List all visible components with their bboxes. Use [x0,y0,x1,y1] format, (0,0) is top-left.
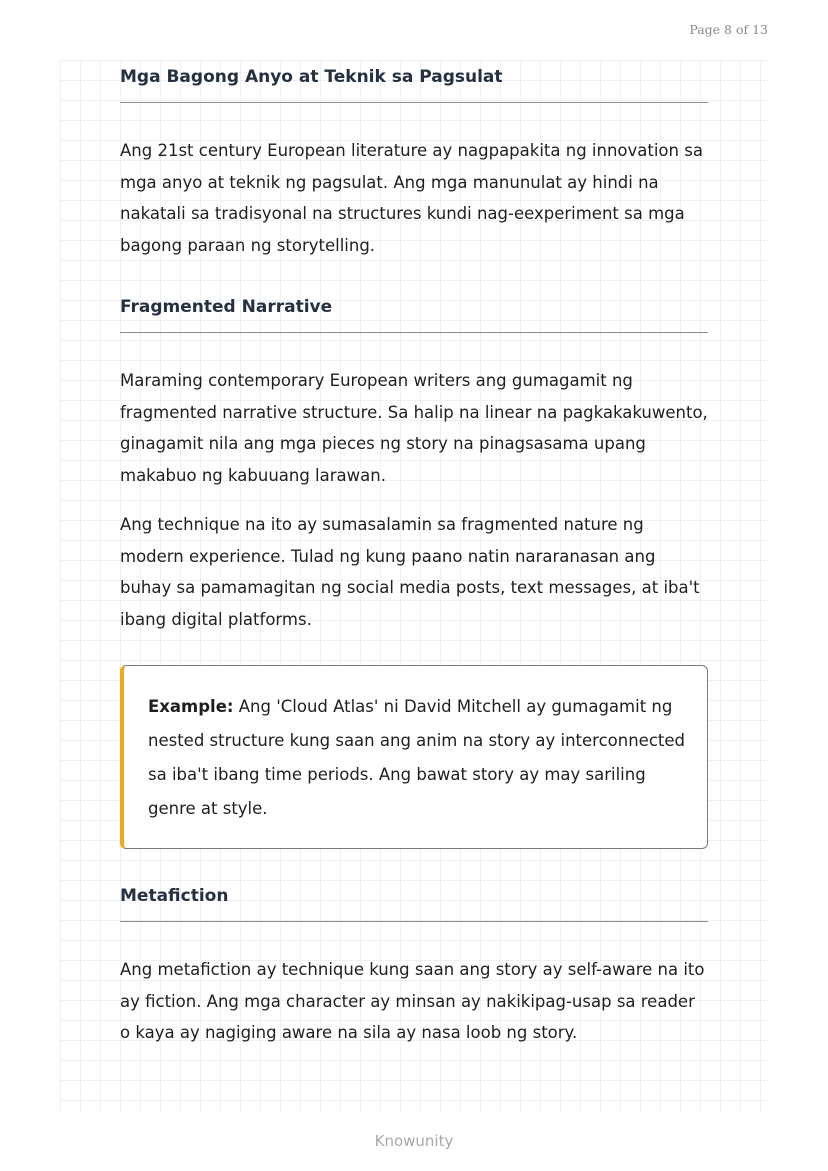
heading-divider [120,921,708,922]
section-heading-metafiction: Metafiction [120,886,229,906]
page-content [120,64,708,1049]
footer-brand: Knowunity [374,1132,454,1150]
paragraph-fragmented-1: Maraming contemporary European writers ang gumagamit ng fragmented narrative structure. Sa halip na linear na pagkakakuwento, ginagamit nila ang mga pieces ng story na pinagsasama upang makabuo ng kabuuang larawan. [120,371,708,485]
section-heading-new-forms: Mga Bagong Anyo at Teknik sa Pagsulat [120,67,503,87]
paragraph-fragmented-2: Ang technique na ito ay sumasalamin sa fragmented nature ng modern experience. Tulad ng kung paano natin nararanasan ang buhay sa pamamagitan ng social media posts, text messages, at iba't ibang digital platforms. [120,515,700,629]
example-text: Ang 'Cloud Atlas' ni David Mitchell ay gumagamit ng nested structure kung saan ang anim na story ay interconnected sa iba't ibang time periods. Ang bawat story ay may sariling genre at style. [148,697,685,818]
section-heading-fragmented-narrative: Fragmented Narrative [120,297,333,317]
heading-divider [120,332,708,333]
example-callout [120,665,708,849]
heading-divider [120,102,708,103]
example-paragraph [148,690,691,826]
example-label: Example: [148,697,234,716]
paragraph-intro: Ang 21st century European literature ay nagpapakita ng innovation sa mga anyo at teknik ng pagsulat. Ang mga manunulat ay hindi na nakatali sa tradisyonal na structures kundi nag-eexperiment sa mga bagong paraan ng storytelling. [120,141,703,255]
paragraph-metafiction: Ang metafiction ay technique kung saan ang story ay self-aware na ito ay fiction. Ang mga character ay minsan ay nakikipag-usap sa reader o kaya ay nagiging aware na sila ay nasa loob ng story. [120,960,705,1042]
page-number: Page 8 of 13 [689,22,768,37]
